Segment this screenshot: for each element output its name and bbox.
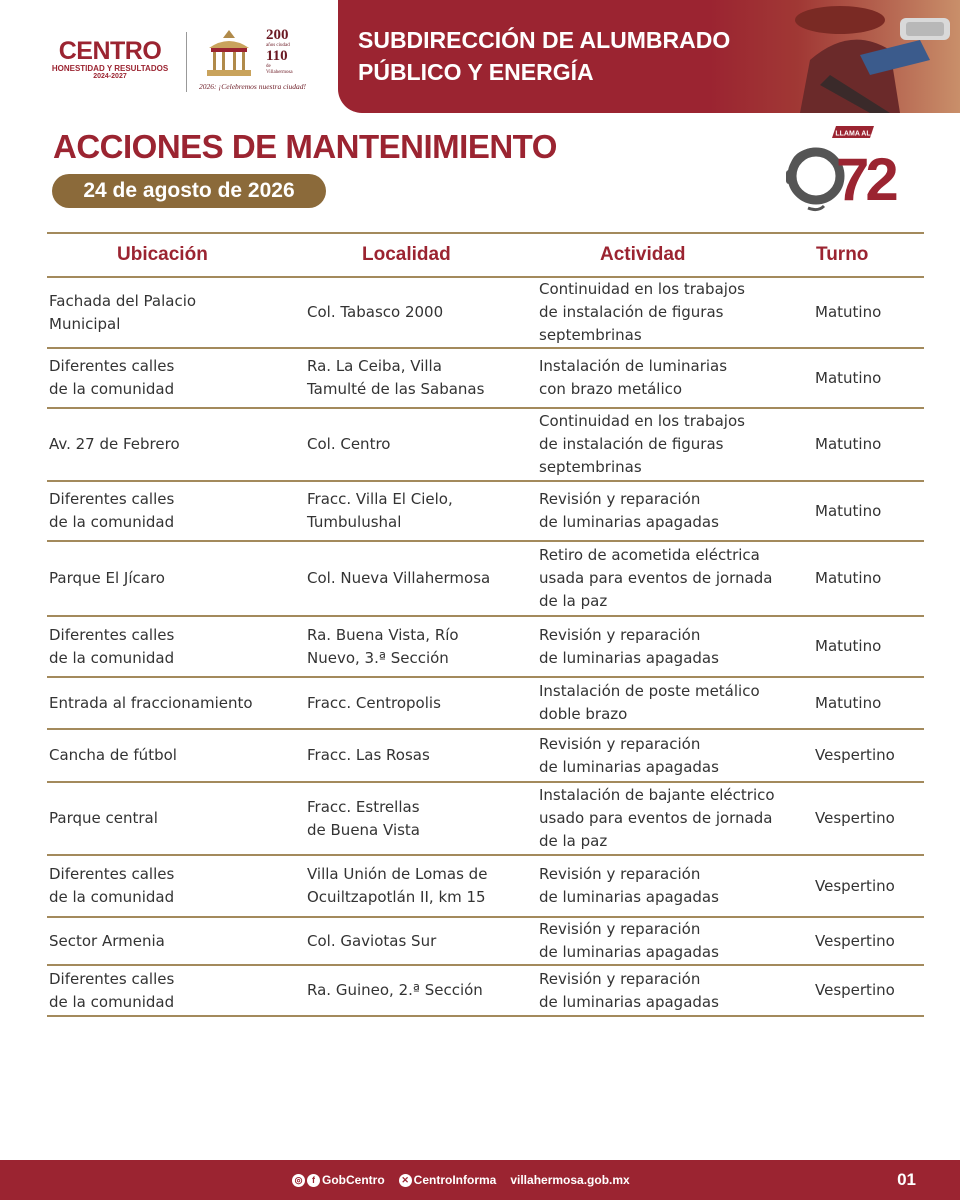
cell-turno: Vespertino: [815, 746, 895, 764]
cell-ubicacion: Entrada al fraccionamiento: [49, 693, 253, 712]
table-body: [47, 278, 924, 1017]
cell-turno: Matutino: [815, 435, 882, 453]
years-110: 110: [266, 48, 288, 64]
anniversary-years: [266, 28, 293, 76]
cell-actividad: Revisión y reparación de luminarias apagadas: [539, 625, 719, 667]
cell-localidad: Ra. Buena Vista, Río Nuevo, 3.ª Sección: [307, 625, 459, 667]
badge-label: LLAMA AL: [835, 130, 871, 138]
facebook-icon: f: [307, 1174, 320, 1187]
logo-divider: [186, 32, 187, 92]
header-actividad: Actividad: [600, 244, 686, 265]
cell-actividad: Instalación de bajante eléctrico usado para eventos de jornada de la paz: [539, 786, 775, 850]
cell-actividad: Revisión y reparación de luminarias apagadas: [539, 734, 719, 776]
date-badge: 24 de agosto de 2026: [52, 174, 326, 208]
cell-ubicacion: Diferentes calles de la comunidad: [49, 865, 175, 906]
header-turno: Turno: [816, 244, 869, 265]
cell-ubicacion: Diferentes calles de la comunidad: [49, 490, 175, 531]
cell-ubicacion: Parque central: [49, 809, 158, 827]
cell-localidad: Col. Centro: [307, 435, 391, 453]
table-row: [47, 617, 924, 678]
logo-name: CENTRO: [58, 37, 162, 65]
cell-localidad: Col. Tabasco 2000: [307, 303, 444, 321]
cell-turno: Matutino: [815, 303, 882, 321]
cell-localidad: Ra. La Ceiba, Villa Tamulté de las Sabanas: [307, 357, 485, 398]
logo-period: 2024-2027: [93, 73, 127, 80]
table-row: [47, 542, 924, 617]
cell-turno: Matutino: [815, 693, 882, 712]
page-title: ACCIONES DE MANTENIMIENTO: [53, 128, 557, 165]
cell-actividad: Revisión y reparación de luminarias apagadas: [539, 865, 719, 906]
footer: [0, 1160, 960, 1200]
header-band: [338, 0, 960, 113]
header-title-line2: PÚBLICO Y ENERGÍA: [358, 59, 594, 85]
table-row: [47, 482, 924, 542]
cell-localidad: Villa Unión de Lomas de Ocuiltzapotlán II, km 15: [307, 865, 488, 906]
website-link[interactable]: villahermosa.gob.mx: [510, 1173, 630, 1187]
cell-localidad: Ra. Guineo, 2.ª Sección: [307, 981, 483, 999]
logo-motto: 2026: ¡Celebremos nuestra ciudad!: [199, 82, 306, 91]
instagram-icon: ◎: [292, 1174, 305, 1187]
centro-logo: [44, 38, 176, 81]
table-header: [47, 234, 924, 278]
cell-localidad: Col. Gaviotas Sur: [307, 931, 437, 950]
cell-ubicacion: Parque El Jícaro: [49, 569, 165, 587]
cell-turno: Vespertino: [815, 809, 895, 827]
page-number: 01: [897, 1170, 916, 1189]
cell-turno: Vespertino: [815, 876, 895, 895]
cell-turno: Matutino: [815, 501, 882, 520]
cell-actividad: Instalación de luminarias con brazo metálico: [539, 357, 728, 398]
years-200-sub: años ciudad: [266, 43, 290, 48]
svg-text:72: 72: [836, 146, 895, 213]
table-row: [47, 918, 924, 966]
cell-actividad: Instalación de poste metálico doble brazo: [539, 682, 760, 723]
logo-slogan: HONESTIDAD Y RESULTADOS: [51, 64, 169, 73]
cell-turno: Vespertino: [815, 981, 895, 999]
kiosk-icon: [199, 28, 259, 80]
footer-links: [292, 1173, 644, 1187]
cell-ubicacion: Av. 27 de Febrero: [49, 435, 180, 453]
cell-localidad: Fracc. Centropolis: [307, 693, 441, 712]
years-200: 200: [266, 27, 289, 43]
cell-ubicacion: Fachada del Palacio Municipal: [49, 291, 197, 333]
years-110-sub: de Villahermosa: [266, 64, 293, 75]
cell-actividad: Continuidad en los trabajos de instalación de figuras septembrinas: [539, 412, 745, 476]
table-row: [47, 678, 924, 730]
cell-actividad: Revisión y reparación de luminarias apagadas: [539, 490, 719, 531]
cell-turno: Matutino: [815, 569, 882, 587]
cell-actividad: Revisión y reparación de luminarias apagadas: [539, 969, 719, 1011]
cell-localidad: Fracc. Estrellas de Buena Vista: [307, 797, 420, 839]
x-icon: ✕: [399, 1174, 412, 1187]
cell-ubicacion: Sector Armenia: [49, 931, 165, 950]
header-title-line1: SUBDIRECCIÓN DE ALUMBRADO: [358, 27, 731, 53]
table-row: [47, 730, 924, 783]
header-title: [358, 24, 730, 88]
table-row: [47, 856, 924, 918]
table-row: [47, 966, 924, 1017]
cell-localidad: Fracc. Las Rosas: [307, 746, 430, 764]
cell-turno: Matutino: [815, 368, 882, 387]
lineworker-photo: [710, 0, 960, 113]
cell-actividad: Retiro de acometida eléctrica usada para eventos de jornada de la paz: [539, 546, 773, 610]
table-row: [47, 349, 924, 409]
cell-ubicacion: Diferentes calles de la comunidad: [49, 625, 175, 667]
cell-ubicacion: Diferentes calles de la comunidad: [49, 357, 175, 398]
table-row: [47, 409, 924, 482]
header-localidad: Localidad: [362, 244, 451, 265]
cell-turno: Vespertino: [815, 931, 895, 950]
cell-localidad: Col. Nueva Villahermosa: [307, 569, 491, 587]
cell-ubicacion: Cancha de fútbol: [49, 746, 177, 764]
cell-turno: Matutino: [815, 637, 882, 655]
x-handle-link[interactable]: CentroInforma: [413, 1173, 497, 1187]
header-ubicacion: Ubicación: [117, 244, 208, 265]
table-row: [47, 278, 924, 349]
social-handle-link[interactable]: GobCentro: [322, 1173, 385, 1187]
cell-localidad: Fracc. Villa El Cielo, Tumbulushal: [307, 490, 453, 531]
cell-ubicacion: Diferentes calles de la comunidad: [49, 969, 175, 1011]
cell-actividad: Continuidad en los trabajos de instalación de figuras septembrinas: [539, 280, 745, 344]
table-row: [47, 783, 924, 856]
cell-actividad: Revisión y reparación de luminarias apagadas: [539, 920, 719, 961]
call-072-badge: [778, 122, 923, 217]
maintenance-table: [47, 232, 924, 1017]
